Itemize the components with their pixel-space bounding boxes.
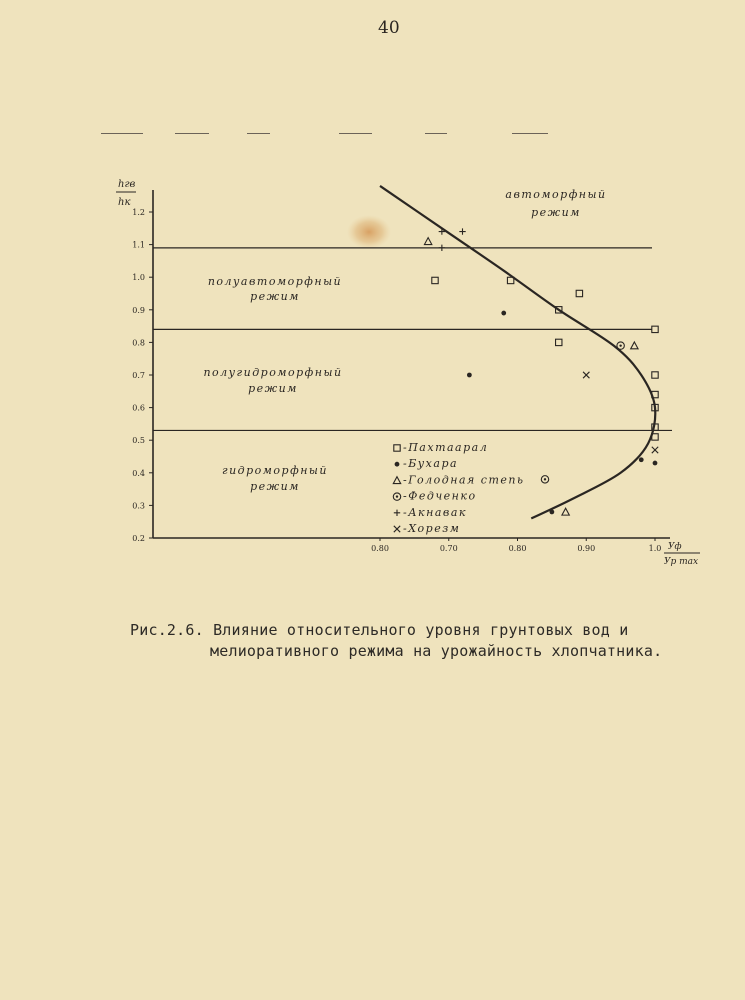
legend-label: -Бухара — [403, 457, 459, 471]
data-point-square — [432, 277, 438, 283]
y-tick-label: 1.0 — [132, 273, 145, 283]
data-point-triangle — [424, 238, 431, 245]
regime-label: режим — [531, 206, 581, 219]
data-point-square — [652, 326, 658, 332]
y-tick-label: 0.3 — [132, 501, 145, 511]
page-number: 40 — [378, 18, 400, 38]
data-point-circled-dot-center — [544, 478, 546, 480]
data-point-circled-dot — [617, 342, 624, 349]
legend-marker-cross — [394, 526, 400, 532]
data-point-circled-dot — [541, 476, 548, 483]
y-tick-label: 1.1 — [132, 240, 145, 250]
figure-caption — [130, 620, 710, 662]
x-axis-label-denominator: Ур max — [664, 557, 699, 567]
legend-marker-dot — [395, 462, 400, 467]
x-tick-label: 0.90 — [577, 544, 596, 553]
regime-label: гидроморфный — [222, 464, 328, 477]
y-tick-label: 0.4 — [132, 468, 145, 478]
y-axis-label-numerator: hгв — [118, 179, 136, 190]
data-point-triangle — [562, 508, 569, 515]
data-point-dot — [639, 457, 644, 462]
caption-line-1: Рис.2.6. Влияние относительного уровня грунтовых вод и — [130, 621, 629, 639]
legend-marker-square — [394, 445, 400, 451]
regime-label: режим — [250, 480, 300, 493]
paper-stain — [347, 215, 391, 249]
y-tick-label: 0.6 — [132, 403, 145, 413]
y-tick-label: 0.2 — [132, 534, 145, 543]
legend-marker-plus — [394, 510, 400, 516]
legend-label: -Федченко — [403, 489, 477, 503]
data-point-dot — [653, 461, 658, 466]
x-axis-label-numerator: Уф — [668, 542, 682, 552]
y-tick-label: 1.2 — [132, 208, 145, 217]
data-point-square — [652, 372, 658, 378]
data-point-dot — [501, 311, 506, 316]
y-axis-label-denominator: hк — [118, 197, 131, 208]
y-tick-label: 0.7 — [132, 371, 145, 380]
legend-label: -Хорезм — [403, 522, 461, 535]
legend-label: -Пахтаарал — [403, 441, 489, 454]
caption-line-2: мелиоративного режима на урожайность хлопчатника. — [210, 642, 663, 660]
regime-label: режим — [250, 290, 300, 303]
y-tick-label: 0.8 — [132, 338, 145, 348]
regime-label: режим — [248, 382, 298, 395]
regime-label: полуавтоморфный — [207, 275, 343, 288]
legend-label: -Акнавак — [403, 505, 467, 519]
data-point-dot — [467, 373, 472, 378]
data-point-cross — [652, 447, 658, 453]
data-point-plus — [439, 245, 445, 251]
legend-marker-triangle — [393, 477, 400, 484]
x-tick-label: 1.0 — [648, 544, 662, 553]
data-point-cross — [583, 372, 589, 378]
y-tick-label: 0.5 — [132, 436, 145, 446]
regime-label: автоморфный — [505, 188, 607, 201]
x-tick-label: 0.70 — [439, 544, 458, 553]
data-point-circled-dot-center — [619, 344, 621, 346]
legend-marker-circled-dot — [393, 493, 400, 500]
legend-label: -Голодная степь — [403, 473, 525, 487]
data-point-plus — [459, 228, 465, 234]
x-tick-label: 0.80 — [508, 544, 527, 553]
y-tick-label: 0.9 — [132, 305, 145, 315]
data-point-triangle — [631, 342, 638, 349]
data-point-dot — [549, 510, 554, 515]
data-point-square — [576, 290, 582, 296]
x-tick-label: 0.80 — [371, 544, 389, 553]
data-point-square — [556, 339, 562, 345]
legend-marker-circled-dot-center — [396, 495, 398, 497]
regime-label: полугидроморфный — [203, 366, 343, 379]
